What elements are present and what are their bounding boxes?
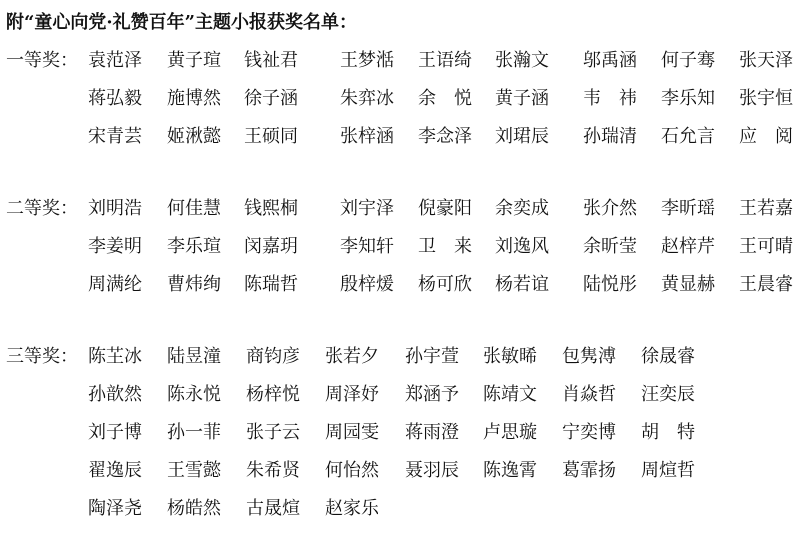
name-row: [88, 118, 799, 156]
student-name: 宁奕博: [562, 422, 616, 443]
student-name: 刘珺辰: [495, 126, 549, 147]
student-name: 王晨睿: [739, 274, 793, 295]
student-name: 赵家乐: [325, 498, 379, 519]
student-name: 李乐知: [661, 88, 715, 109]
student-name: 钱熙桐: [244, 198, 298, 219]
student-name: 余昕莹: [583, 236, 637, 257]
third-prize-section: [6, 338, 800, 528]
student-name: 张敏晞: [483, 346, 537, 367]
student-name: 郑涵予: [405, 384, 459, 405]
student-name: 王硕同: [244, 126, 298, 147]
student-name: 何佳慧: [167, 198, 221, 219]
student-name: 石允言: [661, 126, 715, 147]
student-name: 孙歆然: [88, 384, 142, 405]
student-name: 葛霏扬: [562, 460, 616, 481]
student-name: 李念泽: [418, 126, 472, 147]
name-row: [88, 338, 720, 376]
name-row: [88, 490, 720, 528]
student-name: 徐子涵: [244, 88, 298, 109]
student-name: 赵梓芹: [661, 236, 715, 257]
student-name: 刘子博: [88, 422, 142, 443]
student-name: 周满纶: [88, 274, 142, 295]
section-spacer: [6, 304, 800, 338]
name-row: [88, 266, 799, 304]
student-name: 应 阅: [739, 126, 793, 147]
student-name: 陈瑞哲: [244, 274, 298, 295]
student-name: 朱希贤: [246, 460, 300, 481]
student-name: 邬禹涵: [583, 50, 637, 71]
student-name: 黄子涵: [495, 88, 549, 109]
section-spacer: [6, 156, 800, 190]
student-name: 杨可欣: [418, 274, 472, 295]
student-name: 韦 祎: [583, 88, 637, 109]
student-name: 曹炜绚: [167, 274, 221, 295]
student-name: 张若夕: [325, 346, 379, 367]
student-name: 孙一菲: [167, 422, 221, 443]
student-name: 杨梓悦: [246, 384, 300, 405]
name-row: [88, 80, 799, 118]
student-name: 陈永悦: [167, 384, 221, 405]
student-name: 卫 来: [418, 236, 472, 257]
student-name: 商钧彦: [246, 346, 300, 367]
student-name: 李昕瑶: [661, 198, 715, 219]
student-name: 李姜明: [88, 236, 142, 257]
student-name: 王语绮: [418, 50, 472, 71]
student-name: 王可晴: [739, 236, 793, 257]
name-row: [88, 414, 720, 452]
student-name: 倪豪阳: [418, 198, 472, 219]
name-row: [88, 376, 720, 414]
first-prize-label: 一等奖：: [6, 50, 78, 71]
second-prize-section: [6, 190, 800, 304]
second-prize-names: [88, 190, 799, 304]
student-name: 何怡然: [325, 460, 379, 481]
student-name: 张介然: [583, 198, 637, 219]
student-name: 孙瑞清: [583, 126, 637, 147]
page-title: 附“童心向党·礼赞百年”主题小报获奖名单：: [6, 12, 357, 33]
student-name: 包隽溥: [562, 346, 616, 367]
student-name: 张天泽: [739, 50, 793, 71]
student-name: 聂羽辰: [405, 460, 459, 481]
student-name: 钱祉君: [244, 50, 298, 71]
student-name: 杨若谊: [495, 274, 549, 295]
student-name: 李知轩: [340, 236, 394, 257]
student-name: 蒋弘毅: [88, 88, 142, 109]
student-name: 陈逸霄: [483, 460, 537, 481]
student-name: 周泽妤: [325, 384, 379, 405]
student-name: 蒋雨澄: [405, 422, 459, 443]
student-name: 殷梓煖: [340, 274, 394, 295]
student-name: 施博然: [167, 88, 221, 109]
student-name: 袁范泽: [88, 50, 142, 71]
student-name: 宋青芸: [88, 126, 142, 147]
student-name: 张梓涵: [340, 126, 394, 147]
student-name: 张瀚文: [495, 50, 549, 71]
student-name: 孙宇萱: [405, 346, 459, 367]
name-row: [88, 190, 799, 228]
student-name: 王雪懿: [167, 460, 221, 481]
first-prize-names: [88, 42, 799, 156]
student-name: 翟逸辰: [88, 460, 142, 481]
third-prize-label: 三等奖：: [6, 346, 78, 367]
student-name: 卢思璇: [483, 422, 537, 443]
student-name: 李乐瑄: [167, 236, 221, 257]
student-name: 陈芏冰: [88, 346, 142, 367]
student-name: 黄显赫: [661, 274, 715, 295]
student-name: 黄子瑄: [167, 50, 221, 71]
student-name: 王梦湉: [340, 50, 394, 71]
student-name: 朱弈冰: [340, 88, 394, 109]
second-prize-label: 二等奖：: [6, 198, 78, 219]
student-name: 张宇恒: [739, 88, 793, 109]
student-name: 余 悦: [418, 88, 472, 109]
student-name: 徐晟睿: [641, 346, 695, 367]
student-name: 周园雯: [325, 422, 379, 443]
student-name: 陆悦彤: [583, 274, 637, 295]
first-prize-section: [6, 42, 800, 156]
student-name: 何子骞: [661, 50, 715, 71]
third-prize-names: [88, 338, 720, 528]
student-name: 余奕成: [495, 198, 549, 219]
student-name: 王若嘉: [739, 198, 793, 219]
student-name: 汪奕辰: [641, 384, 695, 405]
student-name: 张子云: [246, 422, 300, 443]
student-name: 陆昱潼: [167, 346, 221, 367]
name-row: [88, 42, 799, 80]
student-name: 杨皓然: [167, 498, 221, 519]
student-name: 刘明浩: [88, 198, 142, 219]
student-name: 古晟煊: [246, 498, 300, 519]
student-name: 周煊哲: [641, 460, 695, 481]
name-row: [88, 228, 799, 266]
student-name: 陈靖文: [483, 384, 537, 405]
student-name: 胡 特: [641, 422, 695, 443]
name-row: [88, 452, 720, 490]
student-name: 刘逸风: [495, 236, 549, 257]
student-name: 陶泽尧: [88, 498, 142, 519]
student-name: 姬湫懿: [167, 126, 221, 147]
student-name: 肖焱哲: [562, 384, 616, 405]
student-name: 刘宇泽: [340, 198, 394, 219]
student-name: 闵嘉玥: [244, 236, 298, 257]
